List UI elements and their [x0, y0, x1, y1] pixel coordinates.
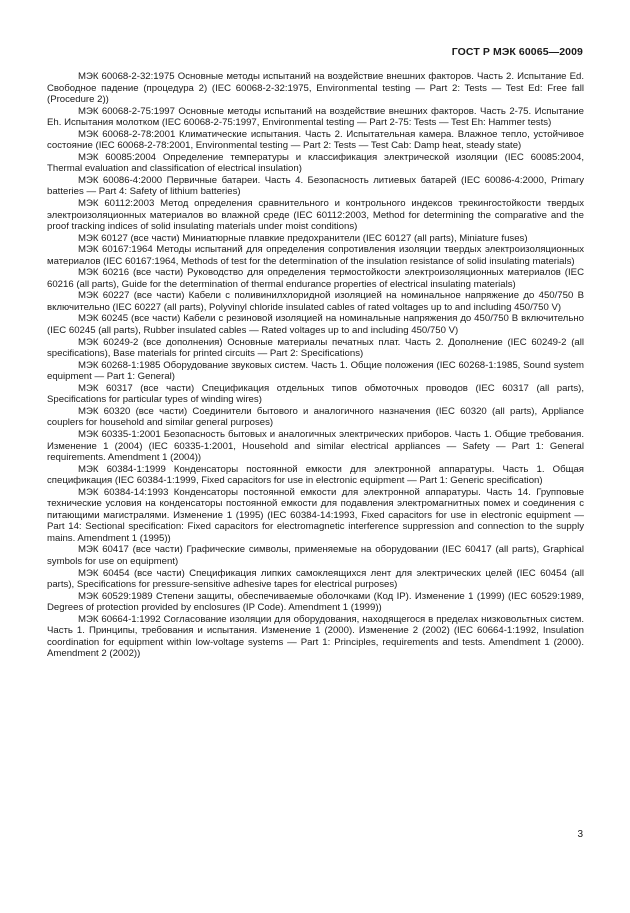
reference-item: МЭК 60086-4:2000 Первичные батареи. Часть 4. Безопасность литиевых батарей (IEC 60086-4:2000, Primary batteries — Part 4: Safety of lithium batteries): [47, 174, 584, 198]
page-header-standard-code: ГОСТ Р МЭК 60065—2009: [451, 46, 583, 58]
reference-item: МЭК 60417 (все части) Графические символы, применяемые на оборудовании (IEC 60417 (all parts), Graphical symbols for use on equipment): [47, 544, 584, 567]
reference-item: МЭК 60454 (все части) Спецификация липких самоклеящихся лент для электрических целей (IEC 60454 (all parts), Specifications for pressure-sensitive adhesive tapes for electrical purposes): [47, 567, 584, 591]
reference-item: МЭК 60216 (все части) Руководство для определения термостойкости электроизоляционных материалов (IEC 60216 (all parts), Guide for the determination of thermal endurance properties of electrical insulating materials): [47, 267, 584, 290]
reference-item: МЭК 60384-1:1999 Конденсаторы постоянной емкости для электронной аппаратуры. Часть 1. Общая спецификация (IEC 60384-1:1999, Fixed capacitors for use in electronic equipment — Part 1: Generic specification): [47, 463, 584, 487]
reference-item: МЭК 60068-2-32:1975 Основные методы испытаний на воздействие внешних факторов. Часть 2. Испытание Ed. Свободное падение (процедура 2) (IEC 60068-2-32:1975, Environmental testing — Part 2: Tests — Test Ed: Free fall (Procedure 2)): [47, 71, 584, 106]
reference-item: МЭК 60335-1:2001 Безопасность бытовых и аналогичных электрических приборов. Часть 1. Общие требования. Изменение 1 (2004) (IEC 60335-1:2001, Household and similar electrical appliances — Safety — Part 1: General requirements. Amendment 1 (2004)): [47, 428, 584, 464]
reference-item: МЭК 60317 (все части) Спецификация отдельных типов обмоточных проводов (IEC 60317 (all parts), Specifications for particular types of winding wires): [47, 382, 584, 406]
reference-item: МЭК 60112:2003 Метод определения сравнительного и контрольного индексов трекингостойкости твердых электроизоляционных материалов во влажной среде (IEC 60112:2003, Method for determining the comparative and the proof tracking indices of solid insulating materials under moist conditions): [47, 198, 584, 233]
reference-item: МЭК 60664-1:1992 Согласование изоляции для оборудования, находящегося в пределах низковольтных систем. Часть 1. Принципы, требования и испытания. Изменение 1 (2000). Изменение 2 (2002) (IEC 60664-1:1992, Insulation coordination for equipment within low-voltage systems — Part 1: Principles, requirements and tests. Amendment 1 (2000). Amendment 2 (2002)): [47, 613, 584, 660]
reference-item: МЭК 60245 (все части) Кабели с резиновой изоляцией на номинальные напряжения до 450/750 В включительно (IEC 60245 (all parts), Rubber insulated cables — Rated voltages up to and including 450/750 V): [47, 313, 584, 337]
reference-item: МЭК 60068-2-78:2001 Климатические испытания. Часть 2. Испытательная камера. Влажное тепло, устойчивое состояние (IEC 60068-2-78:2001, Environmental testing — Part 2: Tests — Test Cab: Damp heat, steady state): [47, 128, 584, 152]
reference-item: МЭК 60320 (все части) Соединители бытового и аналогичного назначения (IEC 60320 (all parts), Appliance couplers for household and similar general purposes): [47, 405, 584, 429]
reference-item: МЭК 60384-14:1993 Конденсаторы постоянной емкости для электронной аппаратуры. Часть 14. Групповые технические условия на конденсаторы постоянной емкости для подавления электромагнитных помех и соединения с питающими магистралями. Изменение 1 (1995) (IEC 60384-14:1993, Fixed capacitors for use in electronic equipment — Part 14: Sectional specification: Fixed capacitors for electromagnetic interference suppression and connection to the supply mains. Amendment 1 (1995)): [47, 486, 584, 544]
reference-item: МЭК 60529:1989 Степени защиты, обеспечиваемые оболочками (Код IP). Изменение 1 (1999) (IEC 60529:1989, Degrees of protection provided by enclosures (IP Code). Amendment 1 (1999)): [47, 590, 584, 614]
normative-references: [47, 71, 584, 660]
page-number: 3: [577, 829, 583, 840]
reference-item: МЭК 60085:2004 Определение температуры и классификация электрической изоляции (IEC 60085:2004, Thermal evaluation and classification of electrical insulation): [47, 151, 584, 175]
reference-item: МЭК 60167:1964 Методы испытаний для определения сопротивления изоляции твердых электроизоляционных материалов (IEC 60167:1964, Methods of test for the determination of the insulation resistance of solid insulating materials): [47, 244, 584, 267]
reference-item: МЭК 60068-2-75:1997 Основные методы испытаний на воздействие внешних факторов. Часть 2-75. Испытание Eh. Испытания молотком (IEC 60068-2-75:1997, Environmental testing — Part 2-75: Tests — Test Eh: Hammer tests): [47, 105, 584, 129]
reference-item: МЭК 60249-2 (все дополнения) Основные материалы печатных плат. Часть 2. Дополнение (IEC 60249-2 (all specifications), Base materials for printed circuits — Part 2: Specifications): [47, 336, 584, 360]
reference-item: МЭК 60227 (все части) Кабели с поливинилхлоридной изоляцией на номинальное напряжение до 450/750 В включительно (IEC 60227 (all parts), Polyvinyl chloride insulated cables of rated voltages up to and including 450/750 V): [47, 290, 584, 313]
reference-item: МЭК 60127 (все части) Миниатюрные плавкие предохранители (IEC 60127 (all parts), Miniature fuses): [78, 232, 528, 244]
reference-item: МЭК 60268-1:1985 Оборудование звуковых систем. Часть 1. Общие положения (IEC 60268-1:1985, Sound system equipment — Part 1: General): [47, 359, 584, 383]
